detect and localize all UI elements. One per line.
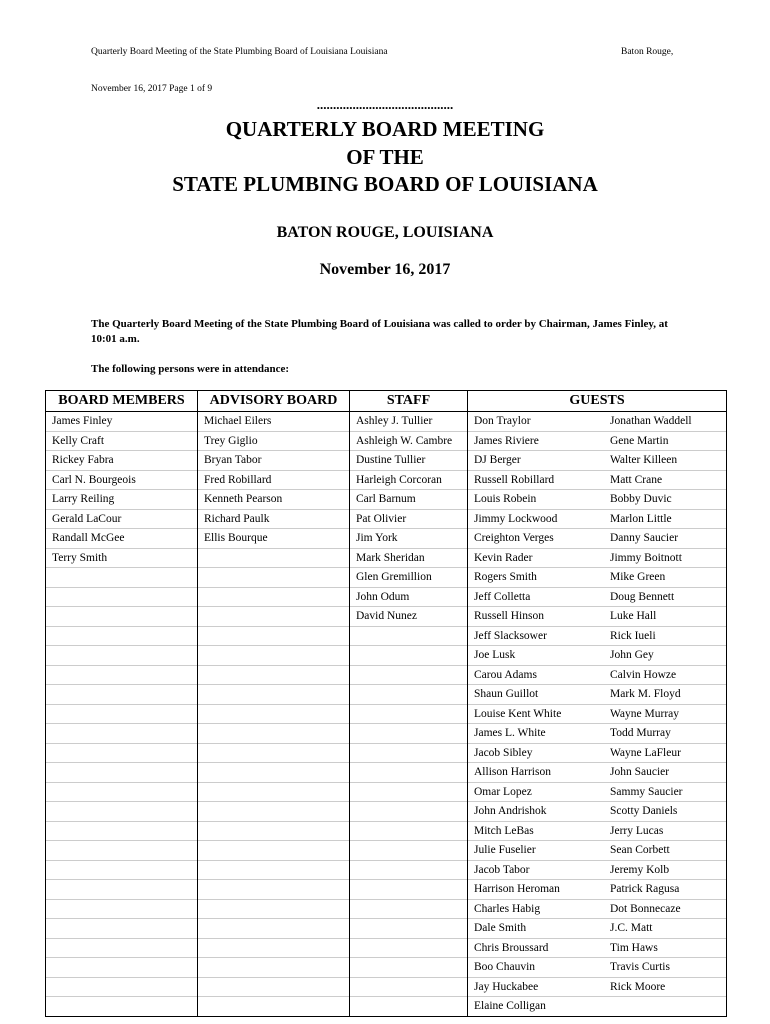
board-member-cell: [46, 568, 198, 588]
guest-name: Doug Bennett: [610, 590, 675, 603]
guest-cell: [468, 919, 727, 939]
guest-name: Sean Corbett: [610, 844, 670, 857]
table-row: [46, 958, 727, 978]
advisory-member-cell: Michael Eilers: [198, 412, 350, 432]
board-member-cell: Carl N. Bourgeois: [46, 470, 198, 490]
advisory-member-cell: [198, 646, 350, 666]
staff-member-cell: [350, 665, 468, 685]
advisory-member-cell: [198, 977, 350, 997]
staff-member-cell: [350, 626, 468, 646]
title-line-3: STATE PLUMBING BOARD OF LOUISIANA: [172, 172, 598, 196]
header-right: Baton Rouge,: [621, 47, 674, 57]
staff-member-cell: [350, 782, 468, 802]
guest-name: Russell Hinson: [474, 610, 544, 623]
staff-member-cell: Carl Barnum: [350, 490, 468, 510]
advisory-member-cell: [198, 626, 350, 646]
board-member-cell: [46, 841, 198, 861]
advisory-member-cell: Trey Giglio: [198, 431, 350, 451]
header-board-members: BOARD MEMBERS: [46, 391, 198, 412]
guest-name: Julie Fuselier: [474, 844, 536, 857]
table-row: [46, 724, 727, 744]
guest-name: Patrick Ragusa: [610, 883, 680, 896]
staff-member-cell: Harleigh Corcoran: [350, 470, 468, 490]
guest-cell: [468, 802, 727, 822]
staff-member-cell: [350, 685, 468, 705]
guest-name: DJ Berger: [474, 454, 521, 467]
guest-cell: [468, 412, 727, 432]
guest-name: Kevin Rader: [474, 551, 533, 564]
guest-name: Mike Green: [610, 571, 666, 584]
advisory-member-cell: [198, 665, 350, 685]
advisory-member-cell: Fred Robillard: [198, 470, 350, 490]
board-member-cell: [46, 607, 198, 627]
guest-name: Allison Harrison: [474, 766, 551, 779]
table-row: [46, 665, 727, 685]
board-member-cell: [46, 938, 198, 958]
board-member-cell: James Finley: [46, 412, 198, 432]
staff-member-cell: [350, 704, 468, 724]
guest-name: Jay Huckabee: [474, 980, 539, 993]
board-member-cell: [46, 665, 198, 685]
table-row: [46, 743, 727, 763]
staff-member-cell: [350, 802, 468, 822]
board-member-cell: [46, 899, 198, 919]
guest-name: Jeremy Kolb: [610, 863, 670, 876]
guest-cell: [468, 938, 727, 958]
guest-name: Jerry Lucas: [610, 824, 664, 837]
staff-member-cell: [350, 997, 468, 1017]
guest-name: Jonathan Waddell: [610, 415, 692, 428]
guest-cell: [468, 724, 727, 744]
guest-cell: [468, 607, 727, 627]
advisory-member-cell: [198, 724, 350, 744]
staff-member-cell: Jim York: [350, 529, 468, 549]
advisory-member-cell: [198, 548, 350, 568]
staff-member-cell: [350, 977, 468, 997]
guest-name: James L. White: [474, 727, 546, 740]
guest-name: J.C. Matt: [610, 922, 653, 935]
table-row: [46, 685, 727, 705]
guest-name: John Andrishok: [474, 805, 547, 818]
table-row: [46, 860, 727, 880]
guest-name: Elaine Colligan: [474, 1000, 546, 1013]
table-row: [46, 607, 727, 627]
staff-member-cell: David Nunez: [350, 607, 468, 627]
guest-name: Rick Iueli: [610, 629, 656, 642]
guest-cell: [468, 548, 727, 568]
guest-name: Carou Adams: [474, 668, 537, 681]
advisory-member-cell: [198, 860, 350, 880]
guest-name: Mitch LeBas: [474, 824, 534, 837]
header-staff: STAFF: [350, 391, 468, 412]
table-row: [46, 782, 727, 802]
table-row: [46, 763, 727, 783]
guest-name: Luke Hall: [610, 610, 657, 623]
staff-member-cell: [350, 743, 468, 763]
guest-cell: [468, 451, 727, 471]
table-row: [46, 919, 727, 939]
header-guests: GUESTS: [468, 391, 727, 412]
guest-cell: [468, 763, 727, 783]
staff-member-cell: [350, 880, 468, 900]
board-member-cell: [46, 821, 198, 841]
guest-cell: [468, 490, 727, 510]
intro-paragraph: The Quarterly Board Meeting of the State Plumbing Board of Louisiana was called to order by Chairman, James Finley, at 10:01 a.m.: [91, 318, 668, 345]
board-member-cell: [46, 860, 198, 880]
advisory-member-cell: Bryan Tabor: [198, 451, 350, 471]
board-member-cell: Rickey Fabra: [46, 451, 198, 471]
guest-name: Travis Curtis: [610, 961, 670, 974]
guest-cell: [468, 977, 727, 997]
guest-name: Boo Chauvin: [474, 961, 536, 974]
table-row: [46, 841, 727, 861]
advisory-member-cell: [198, 743, 350, 763]
guest-name: Scotty Daniels: [610, 805, 678, 818]
table-row: [46, 529, 727, 549]
table-row: [46, 997, 727, 1017]
staff-member-cell: [350, 860, 468, 880]
guest-name: Wayne LaFleur: [610, 746, 681, 759]
title-line-2: OF THE: [346, 145, 424, 169]
table-row: [46, 977, 727, 997]
staff-member-cell: Ashley J. Tullier: [350, 412, 468, 432]
guest-name: John Saucier: [610, 766, 670, 779]
guest-name: Omar Lopez: [474, 785, 532, 798]
guest-cell: [468, 899, 727, 919]
guest-name: Jimmy Boitnott: [610, 551, 682, 564]
guest-name: Rogers Smith: [474, 571, 537, 584]
guest-cell: [468, 685, 727, 705]
staff-member-cell: [350, 821, 468, 841]
advisory-member-cell: [198, 958, 350, 978]
staff-member-cell: [350, 763, 468, 783]
guest-name: Jimmy Lockwood: [474, 512, 558, 525]
guest-name: Joe Lusk: [474, 649, 516, 662]
board-member-cell: [46, 782, 198, 802]
guest-cell: [468, 431, 727, 451]
board-member-cell: Kelly Craft: [46, 431, 198, 451]
guest-name: James Riviere: [474, 434, 539, 447]
table-row: [46, 802, 727, 822]
staff-member-cell: [350, 724, 468, 744]
board-member-cell: [46, 626, 198, 646]
table-row: [46, 470, 727, 490]
guest-name: Don Traylor: [474, 415, 531, 428]
advisory-member-cell: [198, 997, 350, 1017]
guest-name: Chris Broussard: [474, 941, 549, 954]
guest-name: Gene Martin: [610, 434, 669, 447]
guest-name: Sammy Saucier: [610, 785, 683, 798]
guest-name: Creighton Verges: [474, 532, 554, 545]
board-member-cell: Terry Smith: [46, 548, 198, 568]
staff-member-cell: [350, 646, 468, 666]
advisory-member-cell: [198, 919, 350, 939]
title-line-1: QUARTERLY BOARD MEETING: [225, 117, 545, 141]
guest-cell: [468, 860, 727, 880]
staff-member-cell: Dustine Tullier: [350, 451, 468, 471]
guest-cell: [468, 509, 727, 529]
staff-member-cell: [350, 919, 468, 939]
advisory-member-cell: [198, 685, 350, 705]
guest-name: Jeff Slacksower: [474, 629, 547, 642]
board-member-cell: [46, 743, 198, 763]
board-member-cell: [46, 997, 198, 1017]
advisory-member-cell: [198, 841, 350, 861]
table-row: [46, 587, 727, 607]
advisory-member-cell: [198, 899, 350, 919]
meeting-city: BATON ROUGE, LOUISIANA: [276, 224, 494, 241]
board-member-cell: [46, 977, 198, 997]
guest-name: Charles Habig: [474, 902, 541, 915]
advisory-member-cell: [198, 704, 350, 724]
dotted-separator: ..........................................: [316, 97, 454, 112]
guest-name: Dale Smith: [474, 922, 527, 935]
staff-member-cell: John Odum: [350, 587, 468, 607]
board-member-cell: [46, 587, 198, 607]
guest-name: Rick Moore: [610, 980, 666, 993]
board-member-cell: Larry Reiling: [46, 490, 198, 510]
guest-name: Louis Robein: [474, 493, 537, 506]
table-row: [46, 509, 727, 529]
table-row: [46, 704, 727, 724]
table-row: [46, 451, 727, 471]
advisory-member-cell: [198, 880, 350, 900]
table-row: [46, 568, 727, 588]
board-member-cell: [46, 763, 198, 783]
table-row: [46, 490, 727, 510]
guest-name: Danny Saucier: [610, 532, 679, 545]
guest-cell: [468, 880, 727, 900]
table-row: [46, 899, 727, 919]
attendance-header-row: [46, 391, 727, 412]
guest-name: Jacob Sibley: [474, 746, 533, 759]
staff-member-cell: [350, 899, 468, 919]
guest-cell: [468, 997, 727, 1017]
advisory-member-cell: Richard Paulk: [198, 509, 350, 529]
advisory-member-cell: [198, 782, 350, 802]
advisory-member-cell: [198, 938, 350, 958]
guest-cell: [468, 646, 727, 666]
attendance-table: [45, 390, 727, 1017]
guest-cell: [468, 841, 727, 861]
guest-cell: [468, 626, 727, 646]
board-member-cell: Gerald LaCour: [46, 509, 198, 529]
guest-name: Russell Robillard: [474, 473, 555, 486]
staff-member-cell: [350, 958, 468, 978]
advisory-member-cell: [198, 802, 350, 822]
board-member-cell: [46, 646, 198, 666]
guest-cell: [468, 704, 727, 724]
guest-name: Matt Crane: [610, 473, 663, 486]
guest-cell: [468, 470, 727, 490]
header-left: Quarterly Board Meeting of the State Plumbing Board of Louisiana Louisiana: [91, 47, 388, 57]
guest-cell: [468, 587, 727, 607]
table-row: [46, 880, 727, 900]
table-row: [46, 646, 727, 666]
guest-name: Dot Bonnecaze: [610, 902, 681, 915]
guest-name: Louise Kent White: [474, 707, 562, 720]
advisory-member-cell: [198, 821, 350, 841]
guest-name: Bobby Duvic: [610, 493, 672, 506]
board-member-cell: [46, 724, 198, 744]
guest-cell: [468, 568, 727, 588]
advisory-member-cell: Ellis Bourque: [198, 529, 350, 549]
board-member-cell: [46, 685, 198, 705]
guest-name: Wayne Murray: [610, 707, 680, 720]
guest-name: Shaun Guillot: [474, 688, 539, 701]
advisory-member-cell: [198, 763, 350, 783]
guest-name: Mark M. Floyd: [610, 688, 681, 701]
table-row: [46, 938, 727, 958]
advisory-member-cell: [198, 587, 350, 607]
staff-member-cell: Mark Sheridan: [350, 548, 468, 568]
guest-name: Calvin Howze: [610, 668, 677, 681]
staff-member-cell: Glen Gremillion: [350, 568, 468, 588]
guest-name: Tim Haws: [610, 941, 658, 954]
meeting-date: November 16, 2017: [319, 261, 451, 278]
board-member-cell: [46, 802, 198, 822]
staff-member-cell: Ashleigh W. Cambre: [350, 431, 468, 451]
staff-member-cell: Pat Olivier: [350, 509, 468, 529]
guest-cell: [468, 529, 727, 549]
guest-name: Jacob Tabor: [474, 863, 530, 876]
attendance-intro: The following persons were in attendance:: [91, 363, 290, 375]
guest-name: Todd Murray: [610, 727, 671, 740]
guest-name: Jeff Colletta: [474, 590, 531, 603]
board-member-cell: [46, 958, 198, 978]
guest-cell: [468, 665, 727, 685]
advisory-member-cell: [198, 607, 350, 627]
guest-name: Walter Killeen: [610, 454, 678, 467]
staff-member-cell: [350, 938, 468, 958]
staff-member-cell: [350, 841, 468, 861]
header-advisory-board: ADVISORY BOARD: [198, 391, 350, 412]
table-row: [46, 431, 727, 451]
table-row: [46, 821, 727, 841]
board-member-cell: Randall McGee: [46, 529, 198, 549]
guest-cell: [468, 782, 727, 802]
guest-name: Marlon Little: [610, 512, 672, 525]
advisory-member-cell: [198, 568, 350, 588]
guest-cell: [468, 821, 727, 841]
header-date-page: November 16, 2017 Page 1 of 9: [91, 84, 213, 94]
table-row: [46, 412, 727, 432]
board-member-cell: [46, 919, 198, 939]
advisory-member-cell: Kenneth Pearson: [198, 490, 350, 510]
guest-name: John Gey: [610, 649, 654, 662]
guest-name: Harrison Heroman: [474, 883, 560, 896]
guest-cell: [468, 743, 727, 763]
table-row: [46, 626, 727, 646]
board-member-cell: [46, 880, 198, 900]
guest-cell: [468, 958, 727, 978]
table-row: [46, 548, 727, 568]
board-member-cell: [46, 704, 198, 724]
